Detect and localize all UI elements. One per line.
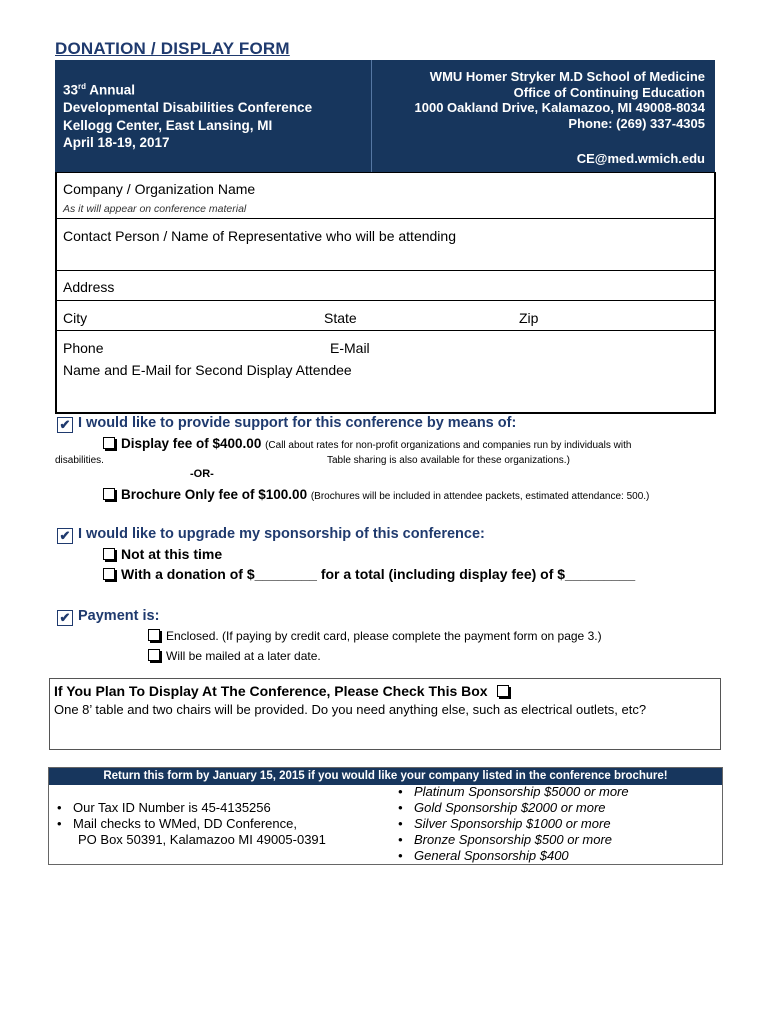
checkbox-icon[interactable] bbox=[103, 568, 115, 580]
display-request-box bbox=[49, 678, 721, 750]
organizer-address: 1000 Oakland Drive, Kalamazoo, MI 49008-8034 bbox=[414, 100, 705, 115]
organizer-phone: Phone: (269) 337-4305 bbox=[568, 115, 705, 131]
state-field[interactable]: State bbox=[324, 310, 357, 326]
checked-box-icon[interactable]: ✔ bbox=[57, 417, 73, 433]
payment-later-label: Will be mailed at a later date. bbox=[166, 649, 321, 663]
organizer-info bbox=[415, 69, 706, 131]
checkbox-icon[interactable] bbox=[103, 488, 115, 500]
payment-option-enclosed bbox=[148, 629, 602, 643]
checkbox-icon[interactable] bbox=[103, 437, 115, 449]
brochure-fee-option bbox=[103, 487, 649, 502]
annual-suffix: rd bbox=[78, 82, 87, 91]
checked-box-icon[interactable]: ✔ bbox=[57, 610, 73, 626]
checkbox-icon[interactable] bbox=[497, 685, 509, 697]
brochure-fee-note: (Brochures will be included in attendee packets, estimated attendance: 500.) bbox=[310, 491, 650, 502]
organizer-email: CE@med.wmich.edu bbox=[576, 151, 705, 166]
annual-word: Annual bbox=[89, 82, 136, 98]
zip-field[interactable]: Zip bbox=[519, 310, 539, 326]
row-divider bbox=[57, 218, 714, 219]
conference-info bbox=[63, 78, 312, 152]
company-hint: As it will appear on conference material bbox=[63, 203, 247, 215]
row-divider bbox=[57, 270, 714, 271]
row-divider bbox=[57, 300, 714, 301]
contact-person-field[interactable]: Contact Person / Name of Representative who will be attending bbox=[63, 228, 456, 244]
checkbox-icon[interactable] bbox=[148, 649, 160, 661]
support-heading bbox=[57, 415, 516, 433]
conference-dates: April 18-19, 2017 bbox=[63, 135, 170, 150]
payment-enclosed-label: Enclosed. (If paying by credit card, please complete the payment form on page 3.) bbox=[166, 629, 602, 643]
conference-name: Developmental Disabilities Conference bbox=[63, 100, 313, 115]
upgrade-option-none-label: Not at this time bbox=[121, 546, 223, 562]
display-fee-note: (Call about rates for non-profit organizations and companies run by individuals with bbox=[265, 440, 632, 451]
return-info-box bbox=[48, 767, 723, 865]
organizer-school: WMU Homer Stryker M.D School of Medicine bbox=[429, 69, 705, 84]
address-field[interactable]: Address bbox=[63, 279, 115, 295]
tax-id-item: • Our Tax ID Number is 45-4135256 bbox=[73, 800, 271, 815]
sponsorship-level: • Bronze Sponsorship $500 or more bbox=[414, 832, 612, 847]
display-fee-option bbox=[103, 436, 631, 451]
sponsorship-level: • General Sponsorship $400 bbox=[414, 848, 569, 863]
checkbox-icon[interactable] bbox=[148, 629, 160, 641]
display-box-heading-text: If You Plan To Display At The Conference, Please Check This Box bbox=[54, 683, 488, 699]
payment-heading-text: Payment is: bbox=[78, 608, 160, 624]
checkbox-icon[interactable] bbox=[103, 548, 115, 560]
upgrade-option-donation bbox=[103, 566, 635, 582]
conference-venue: Kellogg Center, East Lansing, MI bbox=[63, 117, 273, 133]
or-separator: -OR- bbox=[190, 468, 214, 480]
header-band bbox=[55, 60, 715, 172]
mail-checks-item: • Mail checks to WMed, DD Conference, bbox=[73, 816, 297, 831]
sponsorship-level: • Gold Sponsorship $2000 or more bbox=[414, 800, 606, 815]
checked-box-icon[interactable]: ✔ bbox=[57, 528, 73, 544]
display-box-heading bbox=[54, 683, 515, 699]
payment-heading bbox=[57, 608, 159, 626]
payment-option-later bbox=[148, 649, 321, 663]
company-field[interactable]: Company / Organization Name bbox=[63, 181, 256, 197]
contact-info-box bbox=[55, 172, 716, 414]
city-field[interactable]: City bbox=[63, 310, 88, 326]
organizer-office: Office of Continuing Education bbox=[513, 84, 705, 100]
mail-address: PO Box 50391, Kalamazoo MI 49005-0391 bbox=[78, 832, 326, 847]
display-fee-label: Display fee of $400.00 bbox=[121, 436, 262, 451]
form-title: DONATION / DISPLAY FORM bbox=[55, 39, 290, 58]
header-divider bbox=[371, 60, 372, 172]
sponsorship-level: • Platinum Sponsorship $5000 or more bbox=[414, 784, 629, 799]
upgrade-heading bbox=[57, 526, 485, 544]
upgrade-option-donation-label: With a donation of $________ for a total (including display fee) of $_________ bbox=[121, 566, 636, 582]
support-heading-text: I would like to provide support for this conference by means of: bbox=[78, 415, 517, 431]
table-sharing-note: Table sharing is also available for these organizations.) bbox=[327, 455, 570, 466]
return-banner: Return this form by January 15, 2015 if you would like your company listed in the conference brochure! bbox=[49, 768, 722, 785]
upgrade-heading-text: I would like to upgrade my sponsorship of this conference: bbox=[78, 526, 485, 542]
phone-field[interactable]: Phone bbox=[63, 340, 104, 356]
brochure-fee-label: Brochure Only fee of $100.00 bbox=[121, 487, 308, 502]
email-field[interactable]: E-Mail bbox=[330, 340, 370, 356]
row-divider bbox=[57, 330, 714, 331]
display-box-question[interactable]: One 8’ table and two chairs will be provided. Do you need anything else, such as electrical outlets, etc? bbox=[54, 702, 647, 717]
second-attendee-field[interactable]: Name and E-Mail for Second Display Attendee bbox=[63, 362, 352, 378]
upgrade-option-none bbox=[103, 546, 222, 562]
display-fee-note-cont: disabilities. bbox=[55, 455, 104, 466]
sponsorship-level: • Silver Sponsorship $1000 or more bbox=[414, 816, 611, 831]
annual-number: 33 bbox=[63, 82, 79, 98]
